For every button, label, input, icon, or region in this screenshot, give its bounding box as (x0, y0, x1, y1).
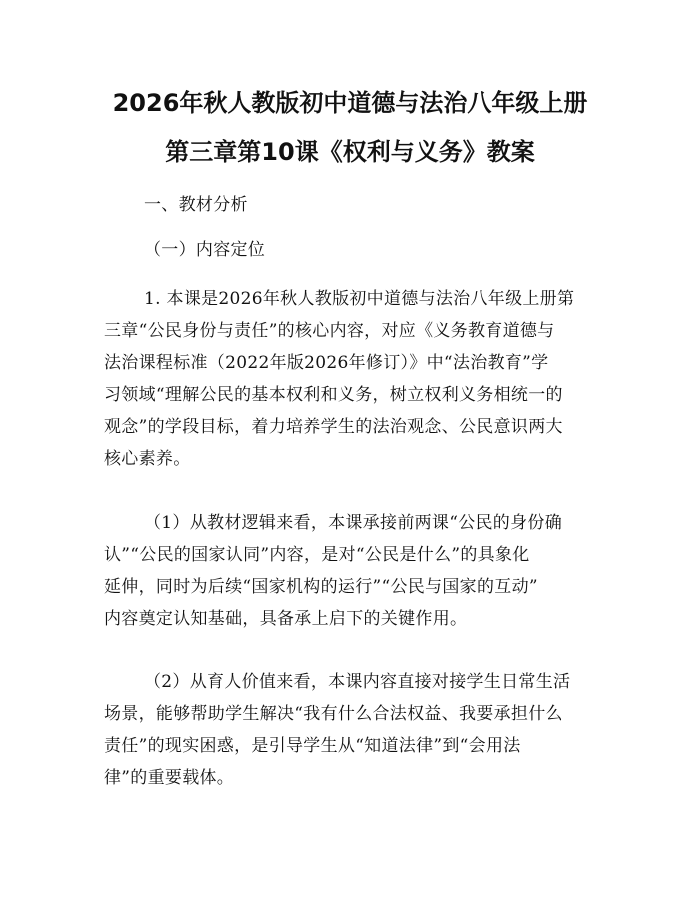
paragraph-3-line-1: （2）从育人价值来看，本课内容直接对接学生日常生活 (144, 672, 571, 692)
paragraph-2-line-1: （1）从教材逻辑来看，本课承接前两课“公民的身份确 (144, 513, 563, 533)
paragraph-1-line-4: 习领域“理解公民的基本权利和义务，树立权利义务相统一的 (104, 385, 563, 405)
paragraph-2-line-4: 内容奠定认知基础，具备承上启下的关键作用。 (104, 609, 468, 629)
paragraph-1-line-2: 三章“公民身份与责任”的核心内容，对应《义务教育道德与 (104, 321, 555, 341)
paragraph-2-line-3: 延伸，同时为后续“国家机构的运行”“公民与国家的互动” (104, 577, 538, 597)
subsection-heading: （一）内容定位 (144, 240, 266, 260)
paragraph-1-line-6: 核心素养。 (104, 449, 191, 469)
paragraph-1-line-1: 1. 本课是2026年秋人教版初中道德与法治八年级上册第 (144, 289, 575, 309)
document-title-line-1: 2026年秋人教版初中道德与法治八年级上册 (112, 89, 588, 117)
paragraph-2-line-2: 认”“公民的国家认同”内容，是对“公民是什么”的具象化 (104, 545, 530, 565)
paragraph-3-line-2: 场景，能够帮助学生解决“我有什么合法权益、我要承担什么 (104, 704, 563, 724)
paragraph-3-line-3: 责任”的现实困惑，是引导学生从“知道法律”到“会用法 (104, 736, 521, 756)
paragraph-1-line-3: 法治课程标准（2022年版2026年修订）》中“法治教育”学 (104, 353, 549, 373)
section-heading: 一、教材分析 (144, 195, 248, 215)
paragraph-3-line-4: 律”的重要载体。 (104, 768, 235, 788)
paragraph-1-line-5: 观念”的学段目标，着力培养学生的法治观念、公民意识两大 (104, 417, 563, 437)
document-title-line-2: 第三章第10课《权利与义务》教案 (165, 138, 535, 166)
